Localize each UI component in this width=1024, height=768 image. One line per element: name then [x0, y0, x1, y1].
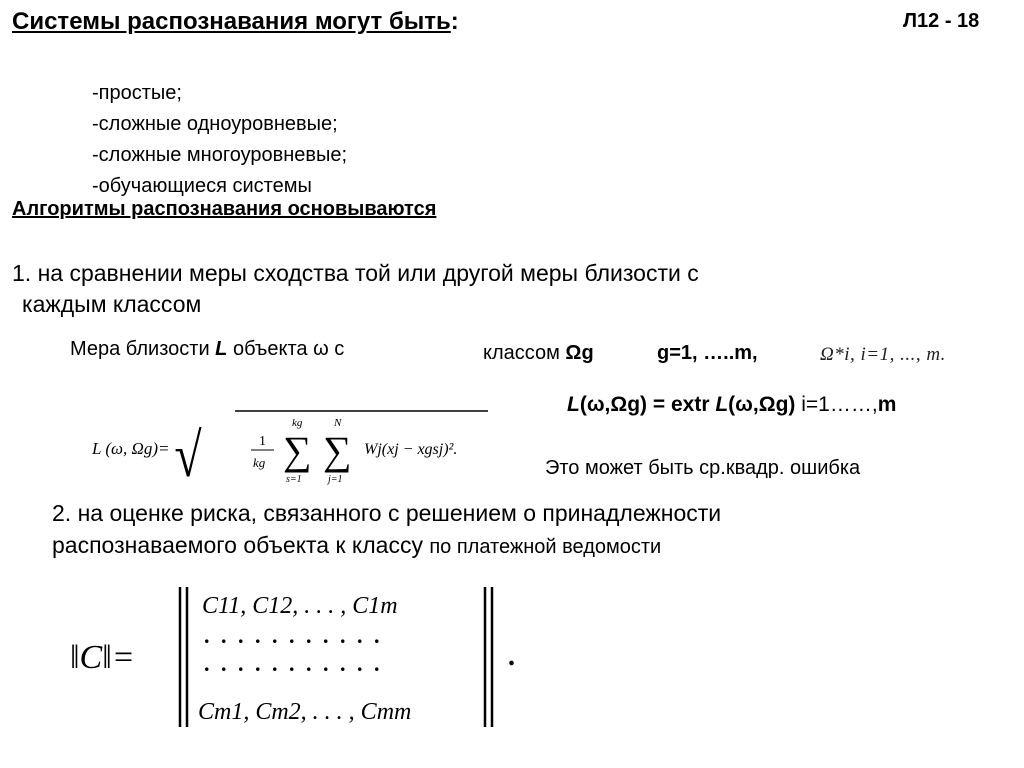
list-item: -сложные многоуровневые;: [92, 144, 348, 166]
point-2-line-2: распознаваемого объекта к классу по платежной ведомости: [52, 532, 662, 558]
sum1-lower: s=1: [286, 474, 302, 485]
slide-number: Л12 - 18: [903, 10, 980, 32]
matrix-row-first: C11, C12, . . . , C1m: [202, 593, 398, 619]
formula-lhs: L (ω, Ωg)=: [92, 439, 170, 458]
sum2-sigma: ∑: [323, 428, 352, 473]
point-1-line-1: 1. на сравнении меры сходства той или другой меры близости с: [12, 260, 699, 286]
fraction-denominator: kg: [253, 455, 266, 470]
omega-index-range: Ω*i, i=1, ..., m.: [820, 344, 946, 365]
matrix-dots-row: . . . . . . . . . . .: [204, 651, 383, 676]
radical-sign: √: [174, 421, 202, 489]
point-2-line-1: 2. на оценке риска, связанного с решением о принадлежности: [52, 500, 722, 526]
class-index-range: g=1, …..m,: [657, 342, 758, 364]
fraction-numerator: 1: [259, 434, 266, 449]
list-item: -простые;: [92, 82, 182, 104]
point-2: [52, 497, 721, 563]
point-1: [12, 258, 699, 320]
system-types-list: [92, 78, 347, 202]
note-mse: Это может быть ср.квадр. ошибка: [545, 457, 861, 479]
point-1-line-2: каждым классом: [22, 291, 202, 317]
list-item: -обучающиеся системы: [92, 175, 312, 197]
algorithms-heading: Алгоритмы распознавания основываются: [12, 198, 437, 220]
matrix-dots-row: . . . . . . . . . . .: [204, 623, 383, 648]
matrix-row-last: Cm1, Cm2, . . . , Cmm: [198, 699, 412, 725]
extremum-formula: L(ω,Ωg) = extr L(ω,Ωg) i=1……,m: [567, 393, 897, 416]
sum1-sigma: ∑: [283, 428, 312, 473]
slide-title: Системы распознавания могут быть:: [12, 8, 459, 35]
list-item: -сложные одноуровневые;: [92, 113, 338, 135]
formula-summand: Wj(xj − xgsj)².: [364, 441, 458, 458]
measure-definition: Мера близости L объекта ω с: [70, 338, 345, 360]
class-label: классом Ωg: [483, 342, 594, 364]
matrix-lhs: ‖C‖=: [70, 639, 135, 676]
cost-matrix: [70, 583, 530, 733]
sum1-upper: kg: [292, 417, 303, 429]
distance-formula: [88, 404, 508, 489]
sum2-upper: N: [334, 417, 342, 429]
matrix-period: .: [508, 641, 515, 672]
sum2-lower: j=1: [328, 474, 343, 485]
